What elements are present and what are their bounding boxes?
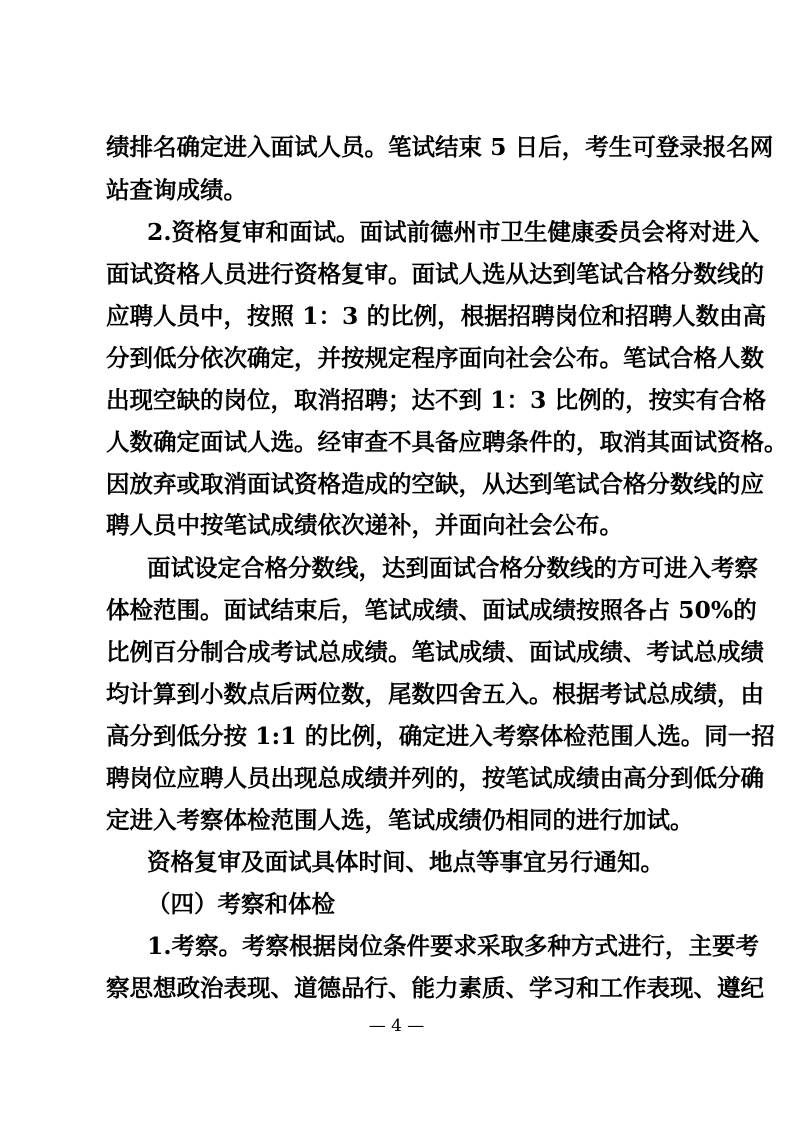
page-number: — 4 — (368, 1016, 425, 1036)
paragraph-line: 均计算到小数点后两位数，尾数四舍五入。根据考试总成绩，由 (106, 680, 764, 708)
paragraph-line: 因放弃或取消面试资格造成的空缺，从达到笔试合格分数线的应 (106, 470, 764, 498)
paragraph-line: 体检范围。面试结束后，笔试成绩、面试成绩按照各占 50%的 (106, 596, 757, 624)
paragraph-line: 面试设定合格分数线，达到面试合格分数线的方可进入考察 (147, 554, 758, 582)
paragraph-line: 资格复审及面试具体时间、地点等事宜另行通知。 (147, 848, 664, 876)
paragraph-line: 应聘人员中，按照 1：3 的比例，根据招聘岗位和招聘人数由高 (106, 302, 767, 330)
paragraph-line: 面试资格人员进行资格复审。面试人选从达到笔试合格分数线的 (106, 260, 764, 288)
paragraph-line: 人数确定面试人选。经审查不具备应聘条件的，取消其面试资格。 (106, 428, 788, 456)
section-heading: （四）考察和体检 (147, 890, 335, 918)
paragraph-line: 聘岗位应聘人员出现总成绩并列的，按笔试成绩由高分到低分确 (106, 764, 764, 792)
paragraph-line: 站查询成绩。 (106, 176, 247, 204)
paragraph-line: 高分到低分按 1:1 的比例，确定进入考察体检范围人选。同一招 (106, 722, 775, 750)
paragraph-line: 聘人员中按笔试成绩依次递补，并面向社会公布。 (106, 511, 623, 539)
paragraph-line: 2.资格复审和面试。面试前德州市卫生健康委员会将对进入 (147, 218, 760, 246)
paragraph-line: 定进入考察体检范围人选，笔试成绩仍相同的进行加试。 (106, 806, 694, 834)
paragraph-line: 绩排名确定进入面试人员。笔试结束 5 日后，考生可登录报名网 (106, 133, 774, 161)
paragraph-line: 1.考察。考察根据岗位条件要求采取多种方式进行，主要考 (147, 932, 760, 960)
paragraph-line: 比例百分制合成考试总成绩。笔试成绩、面试成绩、考试总成绩 (106, 638, 764, 666)
paragraph-line: 察思想政治表现、道德品行、能力素质、学习和工作表现、遵纪 (106, 974, 764, 1002)
paragraph-line: 出现空缺的岗位，取消招聘；达不到 1：3 比例的，按实有合格 (106, 386, 767, 414)
paragraph-line: 分到低分依次确定，并按规定程序面向社会公布。笔试合格人数 (106, 344, 764, 372)
